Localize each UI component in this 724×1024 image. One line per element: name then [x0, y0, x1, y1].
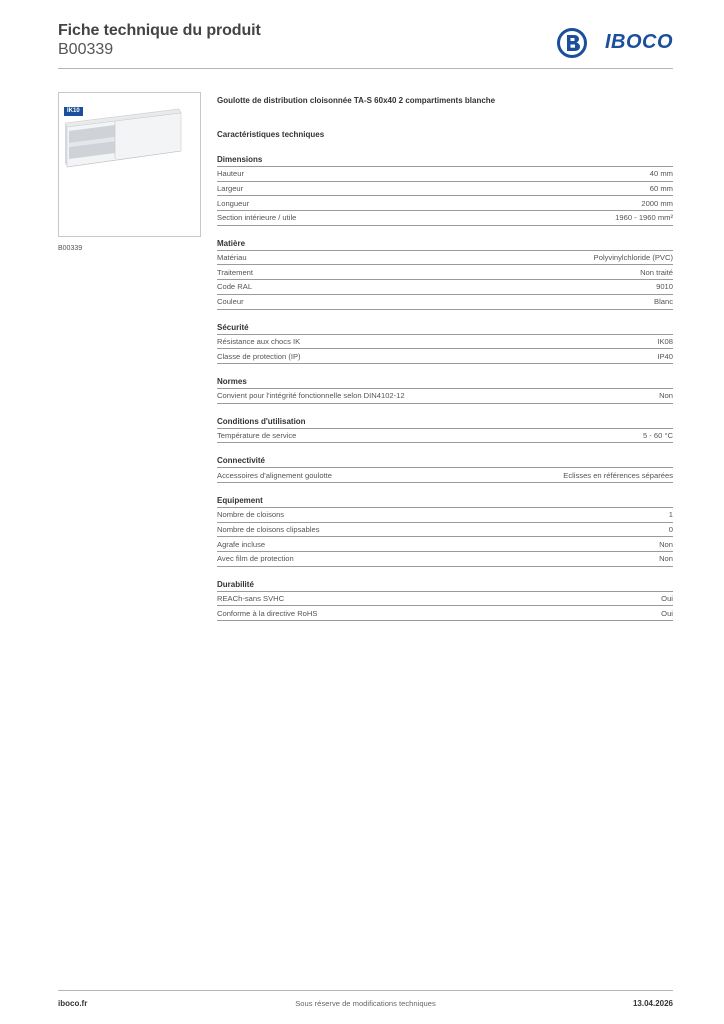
spec-group-title: Durabilité	[217, 579, 673, 592]
page-footer	[58, 990, 673, 1012]
spec-row	[217, 280, 673, 295]
spec-group	[217, 579, 673, 621]
spec-row	[217, 523, 673, 538]
footer-date: 13.04.2026	[632, 999, 673, 1008]
logo-wordmark: IBOCO	[604, 31, 673, 53]
spec-value: IP40	[657, 351, 673, 361]
spec-row	[217, 182, 673, 197]
spec-group-title: Connectivité	[217, 455, 673, 468]
page-title: Fiche technique du produit	[58, 22, 261, 39]
spec-label: Nombre de cloisons	[217, 510, 285, 520]
spec-group-title: Dimensions	[217, 154, 673, 167]
spec-group	[217, 495, 673, 567]
spec-label: Accessoires d'alignement goulotte	[217, 470, 333, 480]
spec-label: Section intérieure / utile	[217, 213, 297, 223]
spec-value: Oui	[661, 594, 673, 604]
spec-group	[217, 455, 673, 483]
spec-value: 0	[668, 524, 673, 534]
spec-group	[217, 322, 673, 364]
spec-value: 40 mm	[649, 169, 673, 179]
specs-heading: Caractéristiques techniques	[217, 130, 325, 139]
spec-label: Conforme à la directive RoHS	[217, 608, 318, 618]
spec-value: Polyvinylchloride (PVC)	[593, 253, 673, 263]
spec-row	[217, 592, 673, 607]
spec-group	[217, 238, 673, 310]
spec-groups	[217, 154, 673, 621]
spec-label: Hauteur	[217, 169, 245, 179]
spec-group-title: Conditions d'utilisation	[217, 416, 673, 429]
spec-label: Classe de protection (IP)	[217, 351, 301, 361]
spec-row	[217, 429, 673, 444]
spec-value: 2000 mm	[641, 198, 673, 208]
spec-label: REACh-sans SVHC	[217, 594, 285, 604]
spec-row	[217, 335, 673, 350]
spec-value: 1960 - 1960 mm²	[615, 213, 673, 223]
spec-group-title: Normes	[217, 376, 673, 389]
specifications-panel	[217, 96, 673, 621]
spec-label: Traitement	[217, 267, 254, 277]
spec-group	[217, 416, 673, 444]
spec-value: Non traité	[640, 267, 673, 277]
spec-value: IK08	[657, 336, 673, 346]
spec-label: Agrafe incluse	[217, 539, 266, 549]
ik-rating-badge: IK10	[64, 107, 83, 116]
spec-row	[217, 196, 673, 211]
image-caption: B00339	[58, 245, 83, 252]
spec-value: Eclisses en références séparées	[563, 470, 673, 480]
spec-label: Couleur	[217, 297, 244, 307]
spec-label: Température de service	[217, 430, 297, 440]
spec-row	[217, 265, 673, 280]
spec-group	[217, 154, 673, 226]
spec-row	[217, 349, 673, 364]
page-header	[58, 20, 673, 69]
spec-value: 5 - 60 °C	[642, 430, 673, 440]
spec-label: Avec film de protection	[217, 554, 294, 564]
spec-value: Blanc	[654, 297, 673, 307]
footer-website: iboco.fr	[58, 999, 88, 1008]
spec-label: Code RAL	[217, 282, 253, 292]
spec-value: Non	[659, 539, 673, 549]
brand-emblem-icon	[557, 28, 587, 58]
spec-row	[217, 295, 673, 310]
iboco-logo	[557, 28, 673, 58]
spec-row	[217, 552, 673, 567]
product-image	[58, 92, 201, 237]
spec-value: 60 mm	[649, 184, 673, 194]
spec-row	[217, 537, 673, 552]
spec-row	[217, 606, 673, 621]
product-reference: B00339	[58, 41, 114, 58]
spec-value: 9010	[656, 282, 673, 292]
spec-group-title: Equipement	[217, 495, 673, 508]
spec-value: 1	[668, 510, 673, 520]
spec-value: Non	[659, 554, 673, 564]
spec-label: Longueur	[217, 198, 250, 208]
spec-row	[217, 468, 673, 483]
spec-group-title: Sécurité	[217, 322, 673, 335]
spec-value: Non	[659, 391, 673, 401]
spec-row	[217, 251, 673, 266]
spec-row	[217, 167, 673, 182]
spec-label: Convient pour l'intégrité fonctionnelle selon DIN4102-12	[217, 391, 405, 401]
spec-row	[217, 389, 673, 404]
spec-label: Largeur	[217, 184, 244, 194]
spec-value: Oui	[661, 608, 673, 618]
spec-row	[217, 508, 673, 523]
spec-label: Nombre de cloisons clipsables	[217, 524, 320, 534]
spec-group-title: Matière	[217, 238, 673, 251]
product-name: Goulotte de distribution cloisonnée TA-S 60x40 2 compartiments blanche	[217, 96, 496, 105]
footer-disclaimer: Sous réserve de modifications techniques	[295, 999, 436, 1008]
spec-label: Matériau	[217, 253, 247, 263]
spec-label: Résistance aux chocs IK	[217, 336, 301, 346]
spec-row	[217, 211, 673, 226]
spec-group	[217, 376, 673, 404]
